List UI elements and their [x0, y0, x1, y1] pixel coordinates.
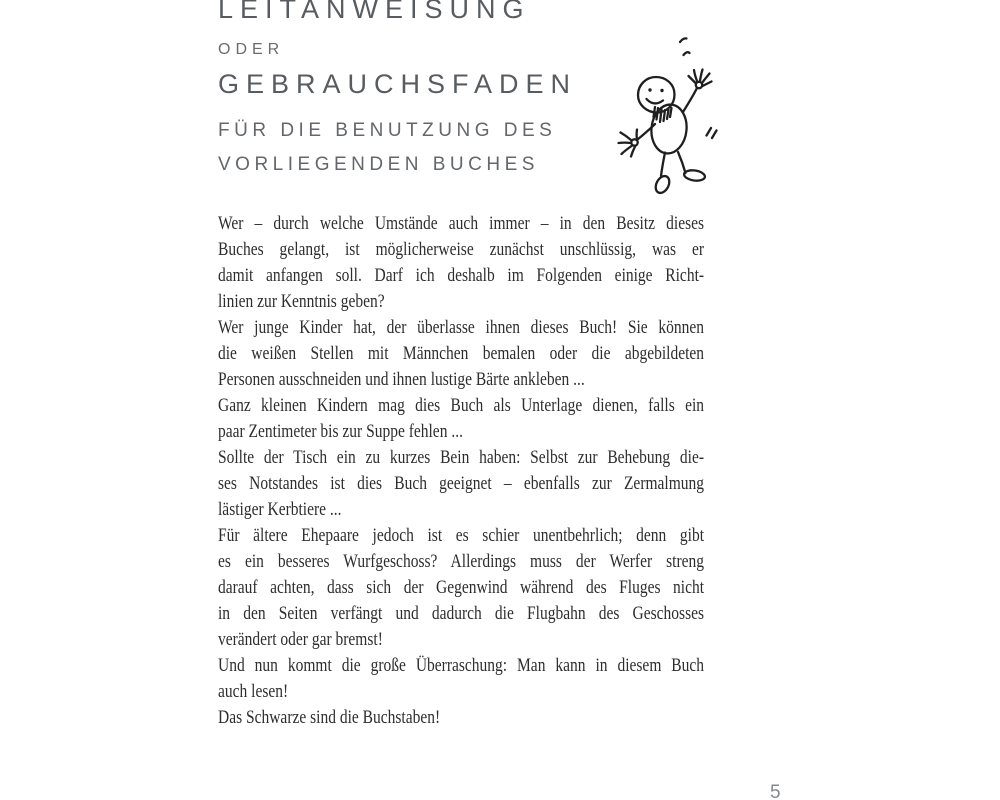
- figure-foot-left: [653, 174, 672, 196]
- waving-stick-figure-icon: [610, 28, 750, 198]
- figure-leg-left: [661, 153, 665, 177]
- page-number: 5: [770, 782, 782, 800]
- text-line: Wer junge Kinder hat, der überlasse ihnen dieses Buch! Sie können: [218, 318, 705, 338]
- text-line: Sollte der Tisch ein zu kurzes Bein haben: Selbst zur Behebung die-: [218, 448, 705, 468]
- text-line: Das Schwarze sind die Buchstaben!: [218, 708, 441, 728]
- text-line: lästiger Kerbtiere ...: [218, 500, 342, 520]
- figure-leg-right: [678, 152, 686, 173]
- text-line: in den Seiten verfängt und dadurch die Flugbahn des Geschosses: [218, 604, 705, 624]
- text-line: Personen ausschneiden und ihnen lustige Bärte ankleben ...: [218, 370, 585, 390]
- motion-curl-mid: [684, 52, 690, 55]
- paragraph: [218, 445, 704, 523]
- paragraph: [218, 523, 704, 653]
- heading-title-line-2: GEBRAUCHSFADEN: [218, 69, 578, 99]
- text-line: paar Zentimeter bis zur Suppe fehlen ...: [218, 422, 463, 442]
- text-line: Und nun kommt die große Überraschung: Man kann in diesem Buch: [218, 656, 705, 676]
- heading-title-line-1: LEITANWEISUNG: [218, 0, 531, 24]
- paragraph: [218, 653, 704, 705]
- text-line: damit anfangen soll. Darf ich deshalb im Folgenden einige Richt-: [218, 266, 705, 286]
- figure-foot-right: [683, 169, 705, 182]
- text-line: ses Notstandes ist dies Buch geeignet – ebenfalls zur Zermalmung: [218, 474, 705, 494]
- figure-eye-left: [648, 88, 651, 91]
- text-line: auch lesen!: [218, 682, 289, 702]
- figure-head: [638, 77, 675, 113]
- text-line: Ganz kleinen Kindern mag dies Buch als Unterlage dienen, falls ein: [218, 396, 705, 416]
- text-line: darauf achten, dass sich der Gegenwind während des Fluges nicht: [218, 578, 705, 598]
- heading-subtitle-line-2: VORLIEGENDEN BUCHES: [218, 154, 539, 175]
- heading-subtitle-line-1: FÜR DIE BENUTZUNG DES: [218, 120, 557, 141]
- text-line: Für ältere Ehepaare jedoch ist es schier unentbehrlich; denn gibt: [218, 526, 705, 546]
- text-line: linien zur Kenntnis geben?: [218, 292, 385, 312]
- paragraph: [218, 393, 704, 445]
- figure-fingers-raised: [689, 70, 712, 87]
- figure-arm-raised: [683, 88, 697, 112]
- text-line: die weißen Stellen mit Männchen bemalen oder die abgebildeten: [218, 344, 705, 364]
- text-line: verändert oder gar bremst!: [218, 630, 383, 650]
- motion-ticks: [707, 128, 717, 138]
- heading-oder: ODER: [218, 41, 285, 58]
- body-text: [218, 211, 704, 731]
- text-line: es ein besseres Wurfgeschoss? Allerdings muss der Werfer streng: [218, 552, 705, 572]
- text-line: Wer – durch welche Umstände auch immer – in den Besitz dieses: [218, 214, 705, 234]
- stick-figure-illustration: [610, 28, 750, 198]
- figure-eye-right: [660, 89, 663, 92]
- paragraph: [218, 211, 704, 315]
- figure-fingers-left: [619, 130, 638, 157]
- text-line: Buches gelangt, ist möglicherweise zunächst unschlüssig, was er: [218, 240, 705, 260]
- paragraph: [218, 705, 704, 731]
- figure-mouth: [647, 99, 664, 103]
- motion-curl-top: [680, 38, 687, 42]
- paragraph: [218, 315, 704, 393]
